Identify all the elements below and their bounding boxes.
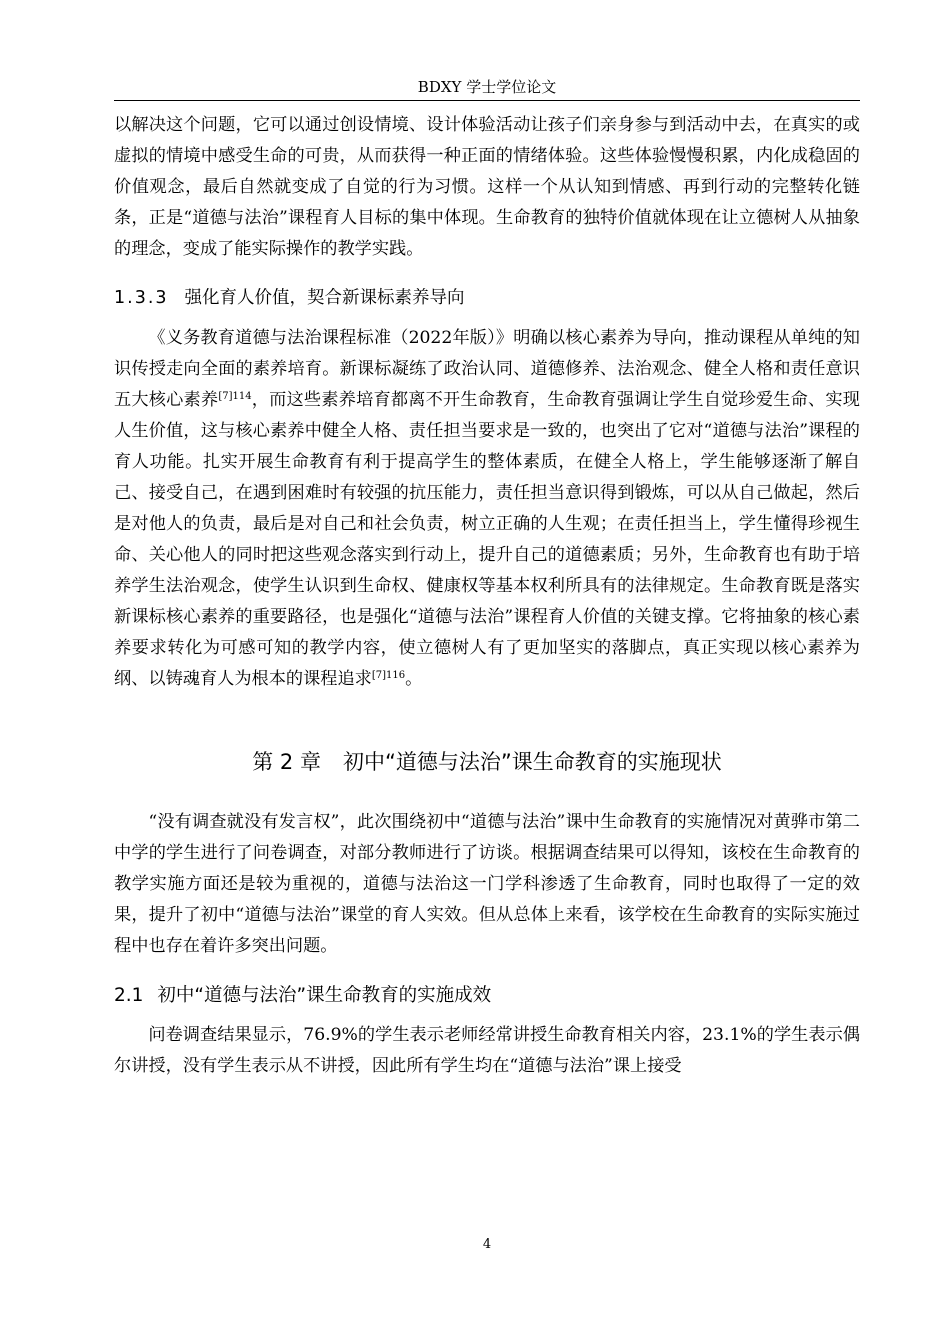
section-title: 初中“道德与法治”课生命教育的实施成效 [157, 985, 492, 1006]
paragraph-curriculum-standard [114, 323, 860, 695]
citation: [7]114 [218, 391, 252, 402]
paragraph-survey-results: 问卷调查结果显示，76.9%的学生表示老师经常讲授生命教育相关内容，23.1%的学生表示偶尔讲授，没有学生表示从不讲授，因此所有学生均在“道德与法治”课上接受 [114, 1025, 860, 1076]
page-number: 4 [482, 1237, 492, 1252]
chapter-number: 第 2 章 [252, 750, 321, 774]
page-header [114, 76, 860, 102]
section-heading-2-1 [114, 980, 860, 1012]
section-number: 2.1 [114, 985, 144, 1006]
header-title: BDXY 学士学位论文 [417, 78, 557, 96]
paragraph-text: 《义务教育道德与法治课程标准（2022年版）》明确以核心素养为导向，推动课程从单纯的知识传授走向全面的素养培育。新课标凝练了政治认同、道德修养、法治观念、健全人格和责任意识五大核心素养 [114, 328, 860, 410]
paragraph-text: 。 [405, 669, 423, 689]
paragraph-text: ，而这些素养培育都离不开生命教育，生命教育强调让学生自觉珍爱生命、实现人生价值，这与核心素养中健全人格、责任担当要求是一致的，也突出了它对“道德与法治”课程的育人功能。扎实开展生命教育有利于提高学生的整体素质，在健全人格上，学生能够逐渐了解自己、接受自己，在遇到困难时有较强的抗压能力，责任担当意识得到锻炼，可以从自己做起，然后是对他人的负责，最后是对自己和社会负责，树立正确的人生观；在责任担当上，学生懂得珍视生命、关心他人的同时把这些观念落实到行动上，提升自己的道德素质；另外，生命教育也有助于培养学生法治观念，使学生认识到生命权、健康权等基本权利所具有的法律规定。生命教育既是落实新课标核心素养的重要路径，也是强化“道德与法治”课程育人价值的关键支撑。它将抽象的核心素养要求转化为可感可知的教学内容，使立德树人有了更加坚实的落脚点，真正实现以核心素养为纲、以铸魂育人为根本的课程追求 [114, 390, 860, 689]
citation: [7]116 [371, 670, 406, 681]
chapter-heading [114, 745, 860, 779]
page-body [114, 110, 860, 1082]
chapter-title: 初中“道德与法治”课生命教育的实施现状 [342, 750, 722, 774]
paragraph-continued: 以解决这个问题，它可以通过创设情境、设计体验活动让孩子们亲身参与到活动中去，在真实的或虚拟的情境中感受生命的可贵，从而获得一种正面的情绪体验。这些体验慢慢积累，内化成稳固的价值观念，最后自然就变成了自觉的行为习惯。这样一个从认知到情感、再到行动的完整转化链条，正是“道德与法治”课程育人目标的集中体现。生命教育的独特价值就体现在让立德树人从抽象的理念，变成了能实际操作的教学实践。 [114, 115, 860, 259]
section-number: 1.3.3 [114, 288, 169, 308]
section-title: 强化育人价值，契合新课标素养导向 [184, 288, 465, 308]
section-heading-1-3-3 [114, 283, 860, 313]
page-footer [114, 1236, 860, 1254]
paragraph-survey-intro: “没有调查就没有发言权”，此次围绕初中“道德与法治”课中生命教育的实施情况对黄骅市第二中学的学生进行了问卷调查，对部分教师进行了访谈。根据调查结果可以得知，该校在生命教育的教学实施方面还是较为重视的，道德与法治这一门学科渗透了生命教育，同时也取得了一定的效果，提升了初中“道德与法治”课堂的育人实效。但从总体上来看，该学校在生命教育的实际实施过程中也存在着许多突出问题。 [114, 812, 860, 956]
header-rule [114, 100, 860, 101]
